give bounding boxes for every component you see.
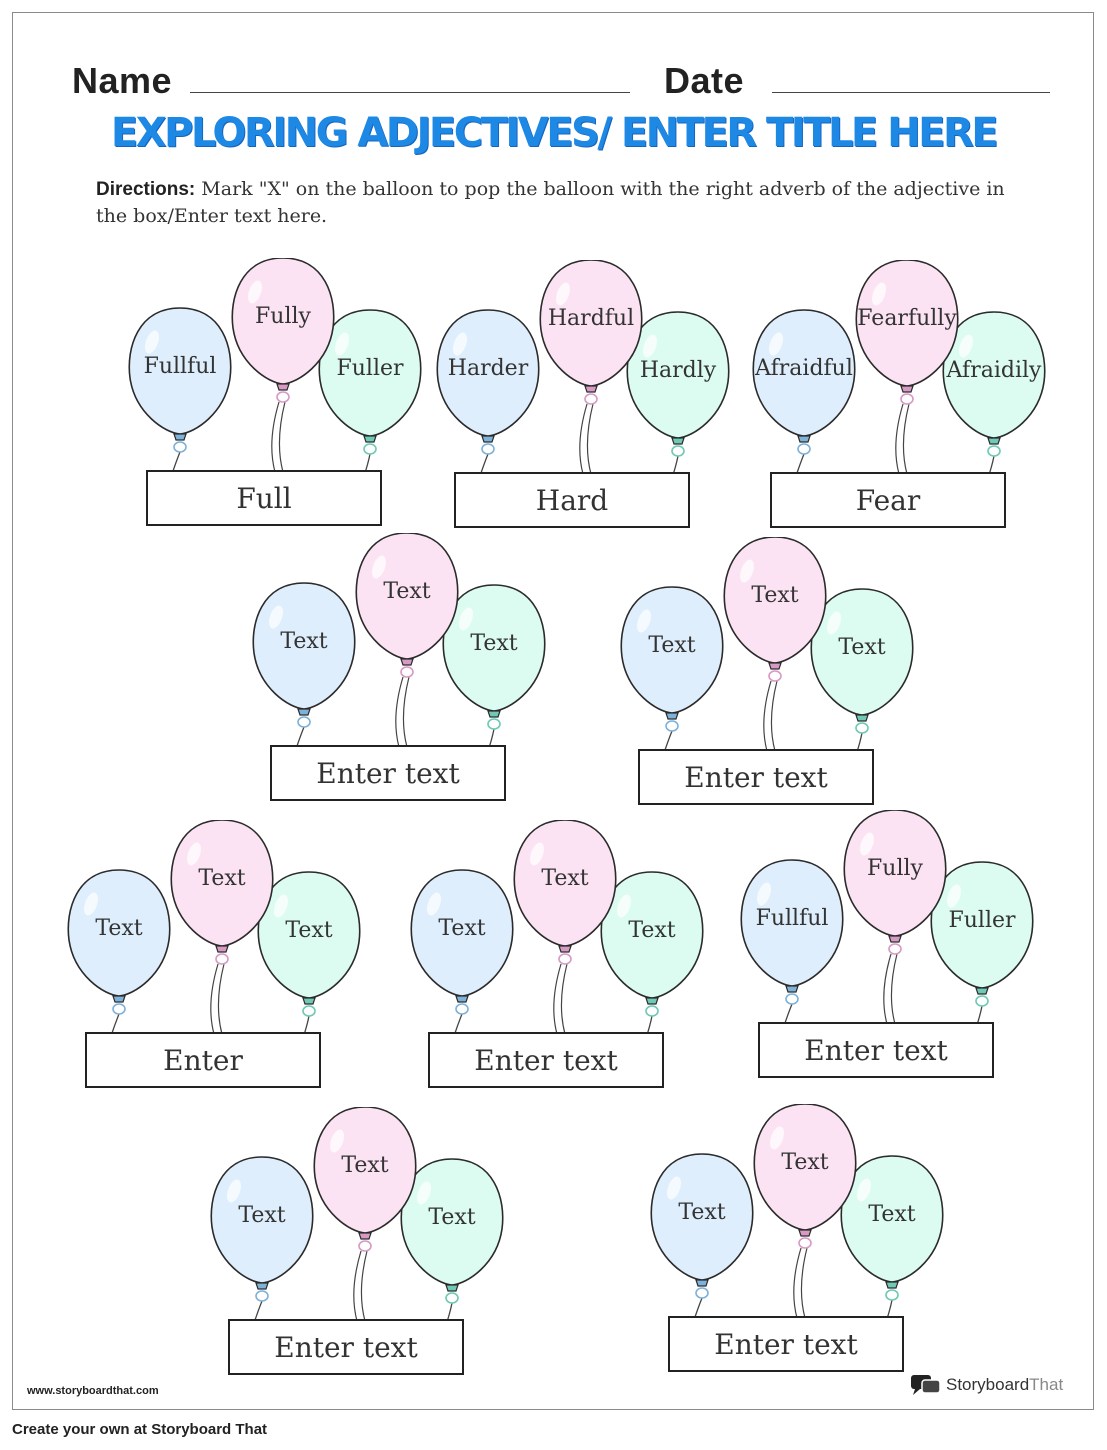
date-label: Date xyxy=(664,60,745,101)
adjective-box[interactable]: Enter text xyxy=(270,745,506,801)
balloon-right[interactable]: Text xyxy=(868,1202,916,1227)
worksheet-title: EXPLORING ADJECTIVES/ ENTER TITLE HERE xyxy=(110,110,997,156)
brand-light: That xyxy=(1029,1375,1064,1394)
create-your-own-link[interactable]: Create your own at Storyboard That xyxy=(12,1421,268,1438)
adjective-box[interactable]: Enter text xyxy=(758,1022,994,1078)
balloon-right[interactable]: Text xyxy=(838,635,886,660)
adjective-box[interactable]: Enter text xyxy=(668,1316,904,1372)
balloon-group xyxy=(650,1104,916,1384)
balloon-middle[interactable]: Text xyxy=(781,1150,829,1175)
balloon-right[interactable]: Fuller xyxy=(948,908,1016,933)
balloon-middle[interactable]: Text xyxy=(541,866,589,891)
directions xyxy=(96,176,1016,230)
balloon-left[interactable]: Text xyxy=(678,1200,726,1225)
balloon-middle[interactable]: Hardful xyxy=(547,306,635,331)
directions-text: Mark "X" on the balloon to pop the balloon with the right adverb of the adjective in the box/Enter text here. xyxy=(96,178,1005,227)
balloon-right[interactable]: Fuller xyxy=(336,356,404,381)
balloon-left[interactable]: Text xyxy=(95,916,143,941)
balloon-middle[interactable]: Text xyxy=(751,583,799,608)
footer-url: www.storyboardthat.com xyxy=(27,1385,159,1397)
balloon-middle[interactable]: Fearfully xyxy=(857,306,957,331)
balloon-middle[interactable]: Fully xyxy=(867,856,923,881)
adjective-box[interactable]: Enter text xyxy=(428,1032,664,1088)
balloon-left[interactable]: Fullful xyxy=(755,906,829,931)
balloon-right[interactable]: Text xyxy=(285,918,333,943)
directions-lead: Directions: xyxy=(96,179,196,200)
balloon-middle[interactable]: Text xyxy=(383,579,431,604)
balloon-group xyxy=(210,1107,476,1387)
brand-main: Storyboard xyxy=(946,1375,1030,1394)
balloon-right[interactable]: Afraidily xyxy=(946,358,1042,383)
balloon-left[interactable]: Text xyxy=(648,633,696,658)
balloon-middle[interactable]: Fully xyxy=(255,304,311,329)
balloon-group xyxy=(752,260,1042,540)
balloon-group xyxy=(252,533,518,813)
balloon-left[interactable]: Text xyxy=(280,629,328,654)
balloon-right[interactable]: Text xyxy=(470,631,518,656)
balloon-left[interactable]: Afraidful xyxy=(755,356,853,381)
balloon-right[interactable]: Text xyxy=(628,918,676,943)
balloon-right[interactable]: Text xyxy=(428,1205,476,1230)
balloon-left[interactable]: Text xyxy=(238,1203,286,1228)
adjective-box[interactable]: Enter xyxy=(85,1032,321,1088)
adjective-box[interactable]: Full xyxy=(146,470,382,526)
speech-bubble-icon xyxy=(910,1373,942,1397)
balloon-middle[interactable]: Text xyxy=(198,866,246,891)
balloon-right[interactable]: Hardly xyxy=(639,358,717,383)
balloon-group xyxy=(436,260,717,540)
balloon-group xyxy=(740,810,1016,1090)
balloon-group xyxy=(67,820,333,1100)
date-field[interactable] xyxy=(772,92,1050,93)
balloon-middle[interactable]: Text xyxy=(341,1153,389,1178)
adjective-box[interactable]: Enter text xyxy=(228,1319,464,1375)
balloon-group xyxy=(128,258,404,538)
adjective-box[interactable]: Enter text xyxy=(638,749,874,805)
balloon-group xyxy=(410,820,676,1100)
name-label: Name xyxy=(72,60,173,101)
balloon-group xyxy=(620,537,886,817)
balloon-left[interactable]: Text xyxy=(438,916,486,941)
adjective-box[interactable]: Hard xyxy=(454,472,690,528)
name-field[interactable] xyxy=(190,92,630,93)
balloon-left[interactable]: Harder xyxy=(447,356,529,381)
balloon-left[interactable]: Fullful xyxy=(143,354,217,379)
storyboardthat-logo xyxy=(910,1373,1063,1397)
adjective-box[interactable]: Fear xyxy=(770,472,1006,528)
